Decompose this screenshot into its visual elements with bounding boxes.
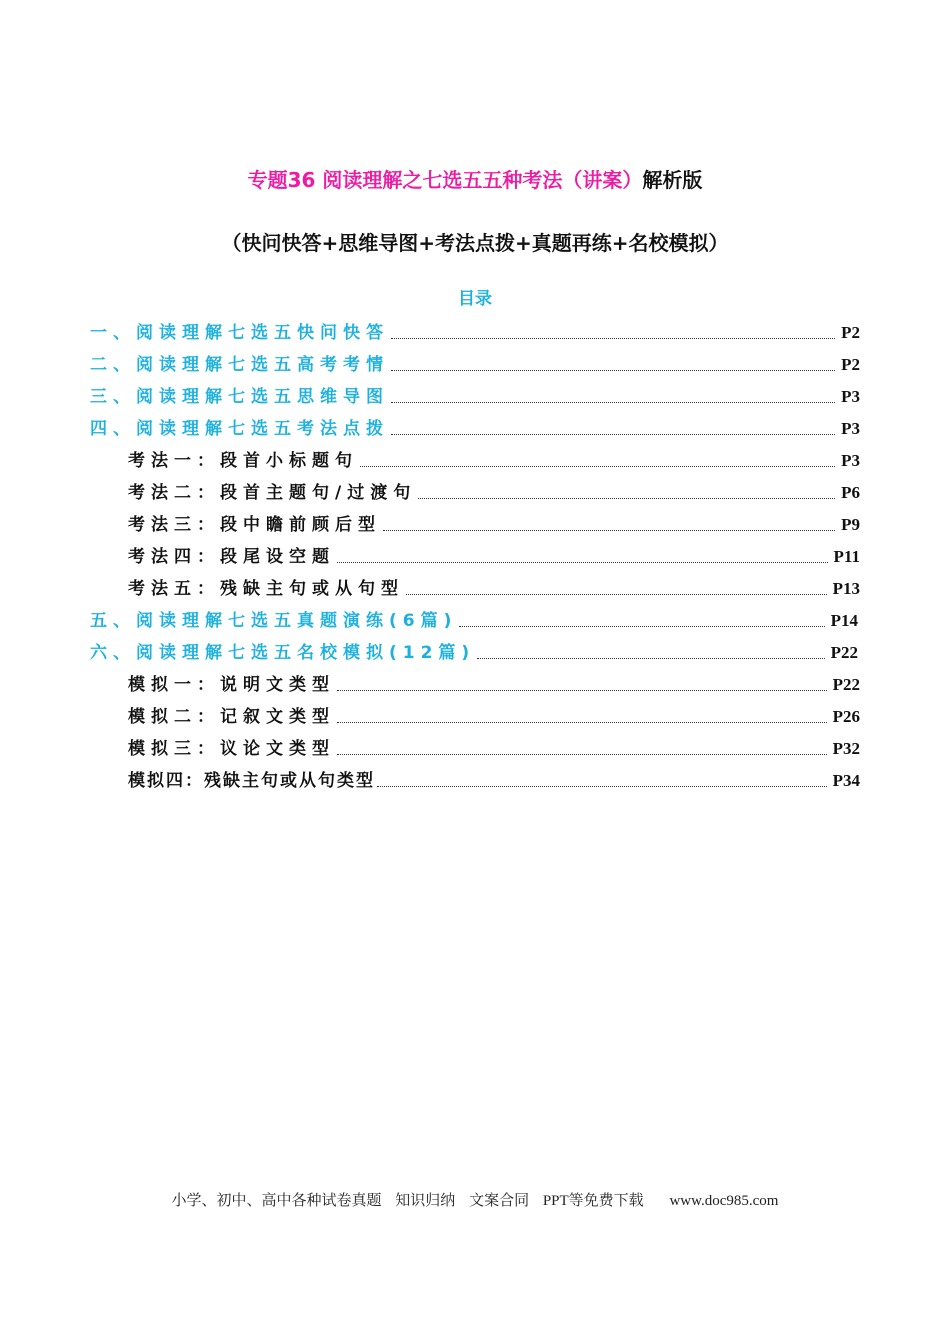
toc-item-label: 模拟四：残缺主句或从句类型 — [128, 771, 375, 791]
toc-item[interactable] — [90, 318, 860, 344]
toc-item-page: P3 — [841, 451, 860, 470]
toc-item-label: 一、阅读理解七选五快问快答 — [90, 323, 389, 343]
toc-item[interactable] — [128, 670, 860, 696]
toc-item-label: 五、阅读理解七选五真题演练(6篇) — [90, 611, 458, 631]
dot-leader — [383, 529, 835, 531]
toc-item-page: P2 — [841, 355, 860, 374]
toc-item[interactable] — [90, 414, 860, 440]
toc-item-page: P3 — [841, 419, 860, 438]
toc-item[interactable] — [90, 606, 858, 632]
toc-heading: 目录 — [458, 289, 492, 309]
toc-item-label: 四、阅读理解七选五考法点拨 — [90, 419, 389, 439]
footer-text-2: 知识归纳 — [395, 1193, 456, 1209]
toc-item-page: P22 — [830, 643, 858, 662]
title-main: 专题36 阅读理解之七选五五种考法（讲案） — [247, 168, 643, 192]
footer-text-3: 文案合同 — [469, 1193, 530, 1209]
toc-item[interactable] — [128, 702, 860, 728]
toc-item-page: P6 — [841, 483, 860, 502]
dot-leader — [391, 369, 835, 371]
document-subtitle: （快问快答+思维导图+考法点拨+真题再练+名校模拟） — [221, 231, 729, 255]
dot-leader — [406, 593, 827, 595]
toc-item-label: 三、阅读理解七选五思维导图 — [90, 387, 389, 407]
toc-item[interactable] — [128, 510, 860, 536]
toc-item-page: P22 — [832, 675, 860, 694]
dot-leader — [391, 337, 835, 339]
dot-leader — [391, 401, 835, 403]
toc-item-page: P2 — [841, 323, 860, 342]
dot-leader — [337, 753, 827, 755]
dot-leader — [377, 785, 827, 787]
dot-leader — [418, 497, 835, 499]
toc-item[interactable] — [128, 766, 860, 792]
toc-item-label: 模拟三：议论文类型 — [128, 739, 335, 759]
toc-item-label: 考法五：残缺主句或从句型 — [128, 579, 404, 599]
toc-item[interactable] — [128, 734, 860, 760]
toc-item-label: 考法二：段首主题句/过渡句 — [128, 483, 417, 503]
toc-item[interactable] — [128, 446, 860, 472]
toc-item-label: 二、阅读理解七选五高考考情 — [90, 355, 389, 375]
toc-item-page: P3 — [841, 387, 860, 406]
toc-item[interactable] — [128, 478, 860, 504]
toc-item-page: P9 — [841, 515, 860, 534]
toc-item-page: P34 — [832, 771, 860, 790]
toc-item-page: P11 — [833, 547, 860, 566]
toc-item-label: 模拟二：记叙文类型 — [128, 707, 335, 727]
page-footer — [0, 1190, 950, 1212]
toc-item[interactable] — [90, 350, 860, 376]
dot-leader — [459, 625, 824, 627]
toc-item-label: 考法三：段中瞻前顾后型 — [128, 515, 381, 535]
toc-item-label: 六、阅读理解七选五名校模拟(12篇) — [90, 643, 476, 663]
toc-item[interactable] — [128, 542, 860, 568]
dot-leader — [337, 561, 828, 563]
toc-item[interactable] — [90, 382, 860, 408]
toc-item[interactable] — [90, 638, 858, 664]
toc-item-page: P32 — [832, 739, 860, 758]
footer-text-4: PPT等免费下载 — [542, 1193, 644, 1209]
toc-item-page: P26 — [832, 707, 860, 726]
dot-leader — [337, 721, 827, 723]
toc-item-label: 模拟一：说明文类型 — [128, 675, 335, 695]
toc-item[interactable] — [128, 574, 860, 600]
dot-leader — [477, 657, 824, 659]
title-suffix: 解析版 — [642, 168, 703, 192]
dot-leader — [360, 465, 835, 467]
dot-leader — [391, 433, 835, 435]
footer-url-link[interactable]: www.doc985.com — [669, 1193, 779, 1209]
dot-leader — [337, 689, 827, 691]
toc-item-page: P14 — [830, 611, 858, 630]
toc-item-label: 考法四：段尾设空题 — [128, 547, 335, 567]
toc-item-page: P13 — [832, 579, 860, 598]
footer-text-1: 小学、初中、高中各种试卷真题 — [171, 1193, 382, 1209]
document-title — [0, 166, 950, 194]
toc-item-label: 考法一：段首小标题句 — [128, 451, 358, 471]
